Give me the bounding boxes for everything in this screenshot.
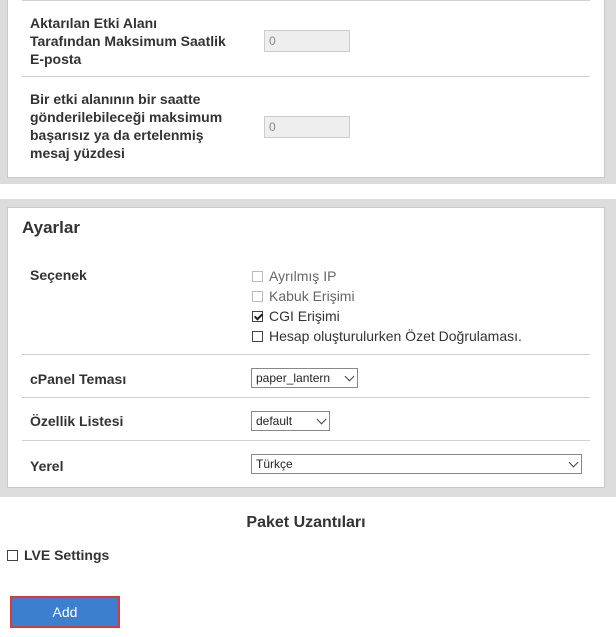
- dedicated-ip-label: Ayrılmış IP: [269, 268, 337, 284]
- max-hourly-email-input[interactable]: [264, 30, 350, 52]
- feature-list-label: Özellik Listesi: [30, 413, 124, 429]
- row-divider: [22, 76, 590, 77]
- max-failed-percent-input[interactable]: [264, 116, 350, 138]
- option-cgi-access[interactable]: [252, 307, 340, 325]
- panel-top-border: [22, 0, 590, 1]
- max-hourly-email-label: Aktarılan Etki Alanı Tarafından Maksimum Saatlik E-posta: [30, 15, 226, 67]
- locale-label: Yerel: [30, 458, 64, 474]
- settings-panel: [7, 207, 605, 488]
- feature-list-value: default: [256, 414, 293, 428]
- option-dedicated-ip[interactable]: [252, 267, 336, 285]
- lve-settings-option[interactable]: [7, 546, 109, 564]
- chevron-down-icon: [317, 415, 327, 425]
- cpanel-theme-select[interactable]: [251, 368, 358, 388]
- chevron-down-icon: [345, 372, 355, 382]
- max-failed-percent-label: Bir etki alanının bir saatte gönderilebileceği maksimum başarısız ya da ertelenmiş mesaj yüzdesi: [30, 91, 223, 161]
- row-divider: [22, 397, 590, 398]
- digest-auth-checkbox[interactable]: [252, 331, 263, 342]
- options-label: Seçenek: [30, 267, 87, 283]
- feature-list-select[interactable]: [251, 411, 330, 431]
- lve-settings-label: LVE Settings: [24, 547, 110, 563]
- row-divider: [22, 440, 590, 441]
- option-shell-access[interactable]: [252, 287, 355, 305]
- add-button[interactable]: Add: [10, 596, 120, 628]
- chevron-down-icon: [569, 458, 579, 468]
- dedicated-ip-checkbox[interactable]: [252, 271, 263, 282]
- option-digest-auth[interactable]: [252, 327, 522, 345]
- locale-value: Türkçe: [256, 457, 293, 471]
- settings-title: Ayarlar: [22, 218, 80, 237]
- row-divider: [22, 354, 590, 355]
- lve-settings-checkbox[interactable]: [7, 550, 18, 561]
- cgi-access-checkbox[interactable]: [252, 311, 263, 322]
- digest-auth-label: Hesap oluşturulurken Özet Doğrulaması.: [269, 328, 522, 344]
- shell-access-label: Kabuk Erişimi: [269, 288, 355, 304]
- locale-select[interactable]: [251, 454, 582, 474]
- package-extensions-title: Paket Uzantıları: [246, 514, 366, 531]
- cgi-access-label: CGI Erişimi: [269, 308, 340, 324]
- shell-access-checkbox[interactable]: [252, 291, 263, 302]
- cpanel-theme-value: paper_lantern: [256, 371, 331, 385]
- cpanel-theme-label: cPanel Teması: [30, 371, 127, 387]
